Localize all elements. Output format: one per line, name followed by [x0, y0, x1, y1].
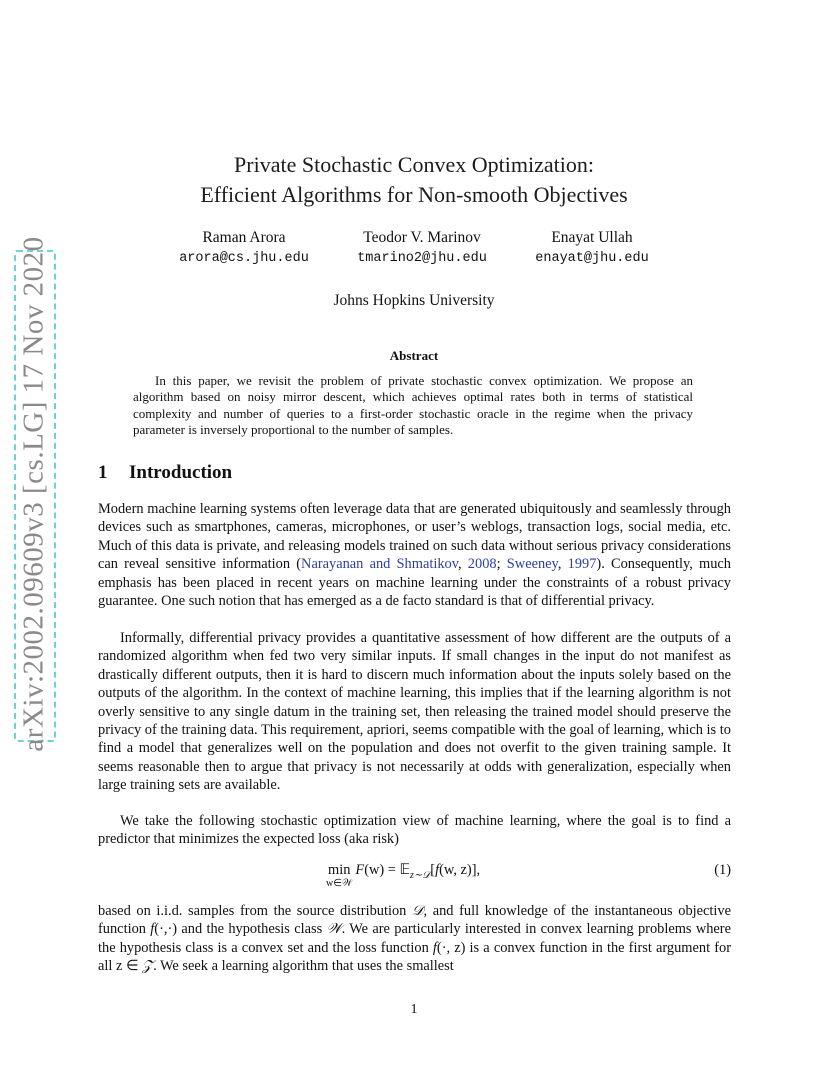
math-symbol: 𝒵 [142, 958, 154, 975]
paragraph-text: . We are particularly interested in convex learning problems where the hypothesis class is a convex set and the loss function [98, 921, 731, 956]
author-name: Enayat Ullah [551, 229, 633, 246]
paragraph-4 [98, 902, 731, 976]
paragraph-text: . We seek a learning algorithm that uses the smallest [153, 958, 454, 975]
equation-args: (w, z)], [439, 862, 481, 878]
min-subscript: w∈𝒲 [326, 878, 353, 889]
paragraph-text: ). Consequently, much emphasis has been placed in recent years on machine learning under the constraints of a robust privacy guarantee. One such notion that has emerged as a de facto standard is that of differential privacy. [98, 556, 731, 610]
author-3 [502, 228, 682, 269]
equation-lhs-arg: (w) = [364, 862, 400, 878]
paragraph-text: (·,·) and the hypothesis class [154, 921, 327, 938]
author-1 [154, 228, 334, 269]
author-email: arora@cs.jhu.edu [179, 251, 309, 266]
arxiv-stamp [14, 236, 54, 752]
expectation-subscript: z∼𝒟 [410, 869, 431, 881]
expectation-symbol: 𝔼 [399, 862, 411, 878]
equation-bracket: [ [430, 862, 436, 878]
author-2 [332, 228, 512, 269]
paragraph-text: , [457, 556, 468, 573]
abstract-heading: Abstract [389, 348, 439, 363]
author-name: Raman Arora [202, 229, 286, 246]
abstract-text: In this paper, we revisit the problem of private stochastic convex optimization. We propose an algorithm based on noisy mirror descent, which achieves optimal rates both in terms of statistical complexity and number of queries to a first-order stochastic oracle in the regime when the privacy parameter is inversely proportional to the number of samples. [133, 373, 693, 438]
section-number: 1 [98, 462, 108, 483]
min-operator [326, 862, 352, 889]
paragraph-1 [98, 500, 731, 610]
equation-number: (1) [714, 862, 731, 878]
paragraph-3: We take the following stochastic optimization view of machine learning, where the goal is to find a predictor that minimizes the expected loss (aka risk) [98, 813, 731, 848]
paragraph-text: Modern machine learning systems often leverage data that are generated ubiquitously and seamlessly through devices such as smartphones, cameras, microphones, or user’s weblogs, transaction logs, social media, etc. Much of this data is private, and releasing models trained on such data without serious privacy considerations can reveal sensitive information ( [98, 501, 731, 573]
citation-link[interactable]: Narayanan and Shmatikov [301, 556, 458, 573]
paragraph-text: , [557, 556, 568, 573]
paragraph-text: , and full knowledge of the instantaneous objective function [98, 903, 731, 938]
author-email: enayat@jhu.edu [535, 251, 649, 266]
math-symbol: f [150, 921, 155, 938]
equation-1 [98, 862, 731, 896]
section-heading [98, 462, 232, 484]
citation-link[interactable]: Sweeney [506, 556, 558, 573]
paragraph-text: based on i.i.d. samples from the source distribution [98, 903, 412, 919]
min-label: min [328, 862, 351, 878]
author-email: tmarino2@jhu.edu [357, 251, 487, 266]
section-title: Introduction [129, 462, 233, 483]
paper-title-line-1: Private Stochastic Convex Optimization: [234, 152, 594, 177]
affiliation: Johns Hopkins University [333, 292, 495, 309]
equation-f: f [435, 862, 440, 878]
equation-lhs: F [355, 862, 365, 878]
math-symbol: 𝒲 [326, 921, 342, 938]
paper-title-line-2: Efficient Algorithms for Non-smooth Objectives [200, 182, 628, 207]
equation-formula [326, 862, 480, 889]
citation-year-link[interactable]: 2008 [467, 556, 497, 573]
arxiv-stamp-text: arXiv:2002.09609v3 [cs.LG] 17 Nov 2020 [17, 236, 50, 752]
page-number: 1 [410, 1002, 418, 1017]
citation-year-link[interactable]: 1997 [567, 556, 597, 573]
author-name: Teodor V. Marinov [363, 229, 481, 246]
math-symbol: 𝒟 [411, 903, 424, 919]
paragraph-text: (·, z) is a convex function in the first argument for all z ∈ [98, 939, 731, 975]
math-symbol: f [432, 939, 437, 956]
paragraph-2: Informally, differential privacy provides a quantitative assessment of how different are the outputs of a randomized algorithm when fed two very similar inputs. If small changes in the input do not manifest as drastically different outputs, then it is hard to discern much information about the inputs solely based on the outputs of the algorithm. In the context of machine learning, this implies that if the learning algorithm is not overly sensitive to any single datum in the training set, then releasing the trained model should preserve the privacy of the training data. This requirement, apriori, seems compatible with the goal of learning, which is to find a model that generalizes well on the population and does not overfit to the given training sample. It seems reasonable then to argue that privacy is not necessarily at odds with generalization, especially when large training sets are available. [98, 630, 731, 794]
paragraph-text: ; [496, 556, 507, 573]
equation-body [355, 862, 480, 881]
